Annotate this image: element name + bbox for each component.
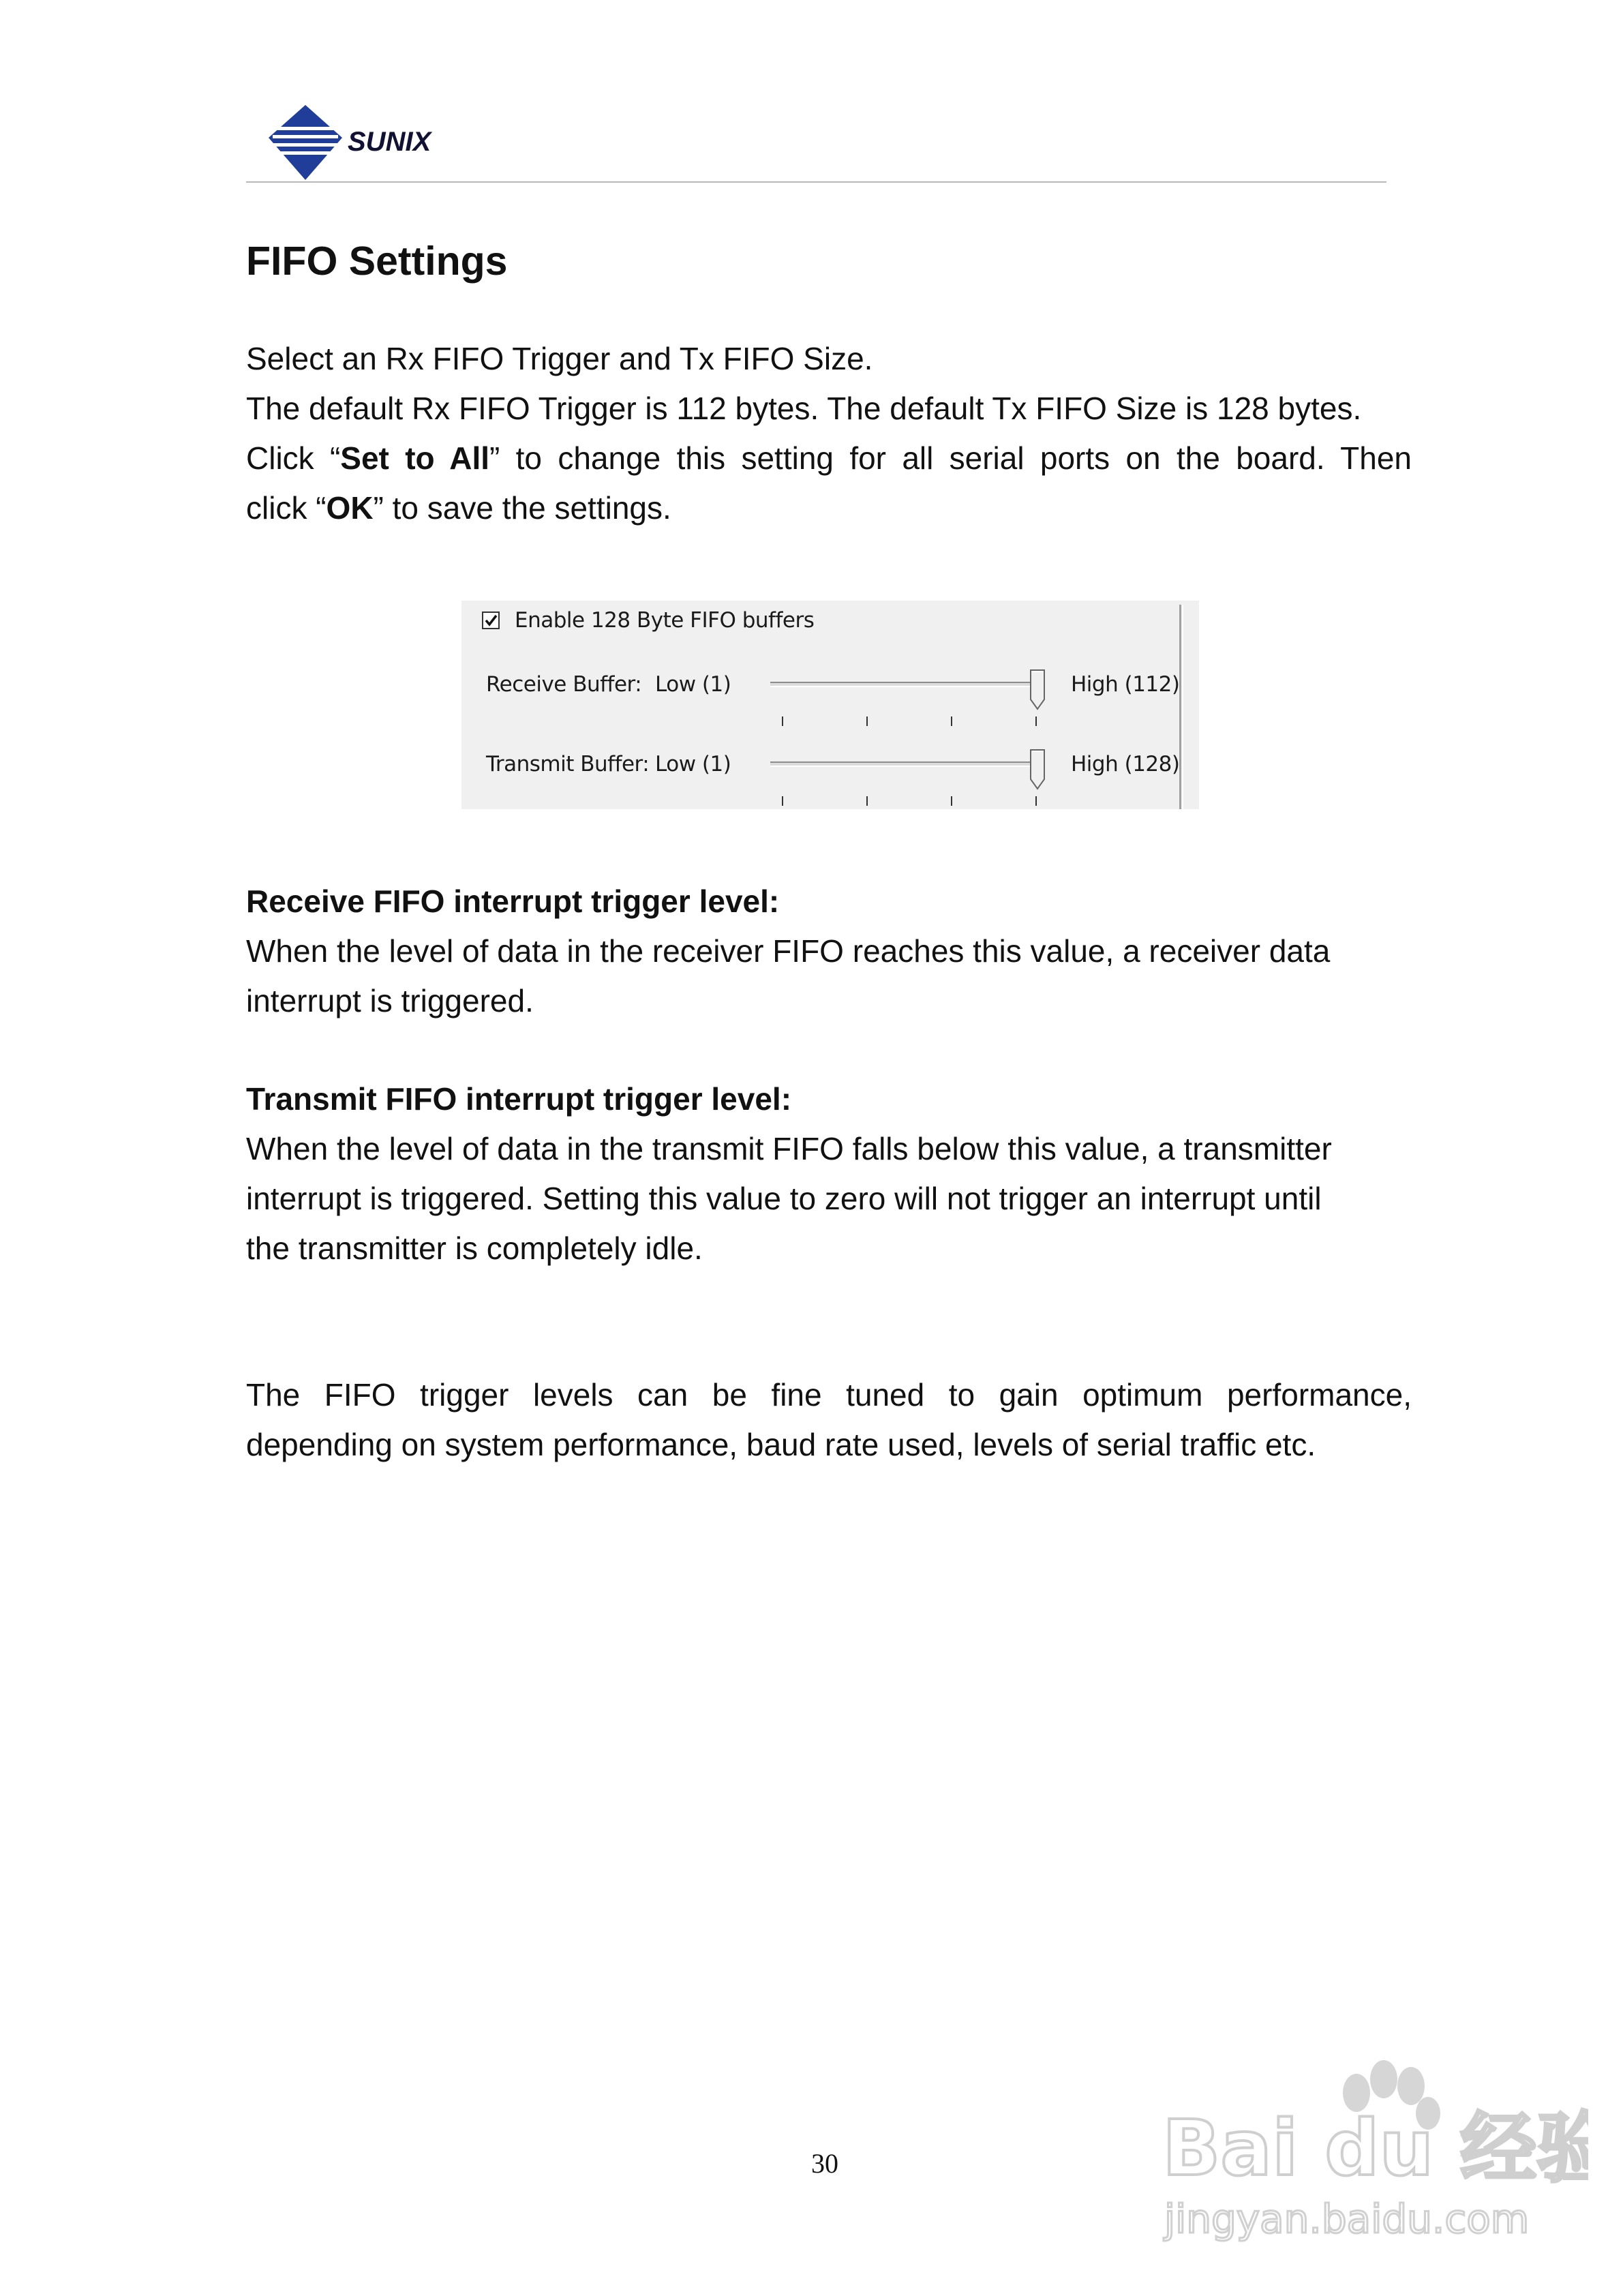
receive-tick xyxy=(1035,716,1037,726)
intro-line-4-pre: click “ xyxy=(246,490,327,526)
intro-paragraph xyxy=(246,334,1412,533)
receive-body-line-1: When the level of data in the receiver FIFO reaches this value, a receiver data xyxy=(246,933,1331,969)
transmit-tick xyxy=(782,796,783,806)
transmit-buffer-label: Transmit Buffer: xyxy=(486,752,650,776)
header-rule xyxy=(246,181,1386,183)
brand-text: SUNIX xyxy=(348,127,431,157)
intro-line-4-post: ” to save the settings. xyxy=(373,490,671,526)
transmit-low-label: Low (1) xyxy=(655,752,731,776)
intro-line-3-pre: Click “ xyxy=(246,440,341,476)
intro-line-3-post: ” to change this setting for all serial ports on the board. Then xyxy=(489,440,1412,476)
intro-line-1: Select an Rx FIFO Trigger and Tx FIFO Size. xyxy=(246,341,873,376)
transmit-slider-track[interactable] xyxy=(770,761,1037,767)
ok-term: OK xyxy=(326,490,374,526)
transmit-tick xyxy=(951,796,952,806)
intro-line-2: The default Rx FIFO Trigger is 112 bytes. The default Tx FIFO Size is 128 bytes. xyxy=(246,391,1362,426)
transmit-section-body xyxy=(246,1124,1412,1273)
closing-paragraph xyxy=(246,1370,1412,1470)
sunix-logo xyxy=(267,104,465,184)
baidu-jingyan-watermark xyxy=(1152,2059,1588,2263)
page-title: FIFO Settings xyxy=(246,239,508,284)
enable-fifo-label: Enable 128 Byte FIFO buffers xyxy=(515,608,815,633)
checkmark-icon xyxy=(485,614,498,628)
receive-section-heading: Receive FIFO interrupt trigger level: xyxy=(246,883,780,919)
intro-line-3 xyxy=(246,434,1412,483)
transmit-high-label: High (128) xyxy=(1071,752,1180,776)
transmit-body-line-3: the transmitter is completely idle. xyxy=(246,1230,703,1266)
receive-body-line-2: interrupt is triggered. xyxy=(246,983,534,1018)
receive-low-label: Low (1) xyxy=(655,672,731,697)
watermark-url: jingyan.baidu.com xyxy=(1164,2196,1530,2242)
watermark-brand: Bai du 经验 xyxy=(1162,2104,1588,2193)
closing-line-2: depending on system performance, baud rate used, levels of serial traffic etc. xyxy=(246,1427,1316,1462)
transmit-slider-thumb[interactable] xyxy=(1030,749,1045,790)
transmit-body-line-1: When the level of data in the transmit FIFO falls below this value, a transmitter xyxy=(246,1131,1332,1166)
receive-tick xyxy=(782,716,783,726)
receive-slider-thumb[interactable] xyxy=(1030,669,1045,710)
set-to-all-term: Set to All xyxy=(340,440,490,476)
receive-high-label: High (112) xyxy=(1071,672,1180,697)
transmit-body-line-2: interrupt is triggered. Setting this value to zero will not trigger an interrupt until xyxy=(246,1181,1322,1216)
fifo-settings-dialog xyxy=(461,601,1199,809)
intro-line-4 xyxy=(246,483,1412,533)
enable-fifo-checkbox[interactable] xyxy=(482,611,500,629)
receive-buffer-label: Receive Buffer: xyxy=(486,672,642,697)
closing-line-1: The FIFO trigger levels can be fine tuned to gain optimum performance, xyxy=(246,1377,1412,1413)
receive-section-body xyxy=(246,926,1412,1026)
dialog-border xyxy=(1179,605,1181,809)
receive-slider-track[interactable] xyxy=(770,682,1037,687)
page-number: 30 xyxy=(811,2148,838,2179)
transmit-tick xyxy=(866,796,868,806)
dialog-border-highlight xyxy=(1182,605,1183,809)
receive-tick xyxy=(866,716,868,726)
transmit-section-heading: Transmit FIFO interrupt trigger level: xyxy=(246,1081,792,1117)
receive-tick xyxy=(951,716,952,726)
transmit-tick xyxy=(1035,796,1037,806)
